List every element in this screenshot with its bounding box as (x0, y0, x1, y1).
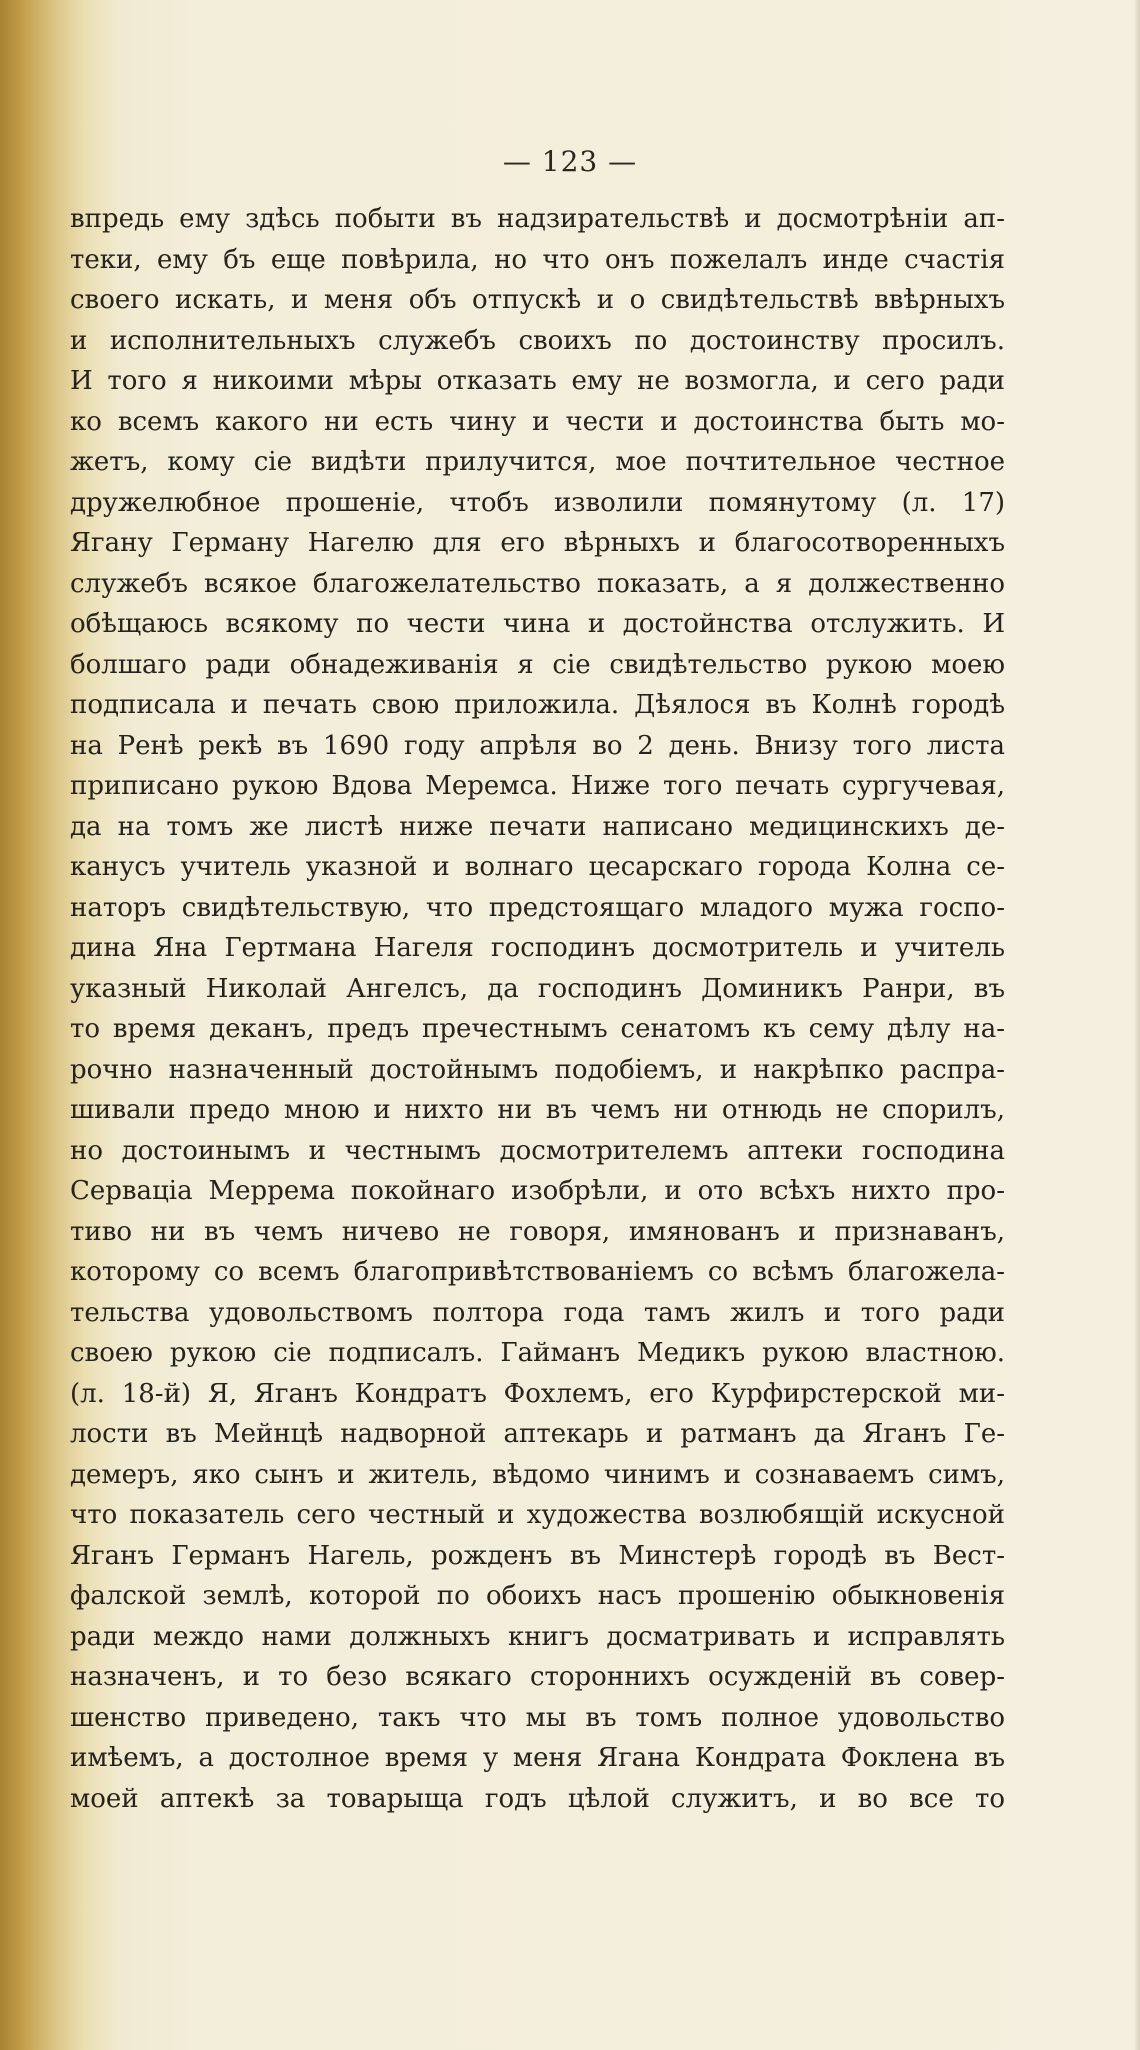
text-line: шенство приведено, такъ что мы въ томъ полное удовольство (70, 1702, 1005, 1733)
text-line: своею рукою сіе подписалъ. Гайманъ Медикъ рукою властною. (70, 1338, 1005, 1368)
text-line: что показатель сего честный и художества возлюбящій искусной (70, 1500, 1005, 1530)
text-line: демеръ, яко сынъ и житель, вѣдомо чинимъ и сознаваемъ симъ, (70, 1459, 1005, 1490)
text-line: своего искать, и меня объ отпускѣ и о свидѣтельствѣ ввѣрныхъ (70, 285, 1005, 315)
text-line: дружелюбное прошеніе, чтобъ изволили помянутому (л. 17) (70, 487, 1005, 518)
text-line: теки, ему бъ еще повѣрила, но что онъ пожелалъ инде счастія (70, 244, 1005, 275)
text-line: указный Николай Ангелсъ, да господинъ Доминикъ Ранри, въ (70, 973, 1005, 1004)
text-line: приписано рукою Вдова Меремса. Ниже того печать сургучевая, (70, 771, 1005, 801)
text-line: имѣемъ, а достолное время у меня Ягана Кондрата Фоклена въ (70, 1743, 1005, 1773)
text-line: лости въ Мейнцѣ надворной аптекарь и ратманъ да Яганъ Ге- (70, 1419, 1005, 1449)
text-line: дина Яна Гертмана Нагеля господинъ досмотритель и учитель (70, 933, 1005, 963)
text-line: да на томъ же листѣ ниже печати написано медицинскихъ де- (70, 811, 1005, 842)
text-line: но достоинымъ и честнымъ досмотрителемъ аптеки господина (70, 1135, 1005, 1166)
text-line: то время деканъ, предъ пречестнымъ сенатомъ къ сему дѣлу на- (70, 1014, 1005, 1044)
text-line: наторъ свидѣтельствую, что предстоящаго младого мужа госпо- (70, 892, 1005, 923)
text-line: которому со всемъ благопривѣтствованіемъ со всѣмъ благожела- (70, 1257, 1005, 1287)
text-line: рочно назначенный достойнымъ подобіемъ, и накрѣпко распра- (70, 1054, 1005, 1085)
body-text (70, 199, 1005, 1819)
text-line: (л. 18-й) Я, Яганъ Кондратъ Фохлемъ, его Курфирстерской ми- (70, 1378, 1005, 1409)
text-line: назначенъ, и то безо всякаго стороннихъ осужденій въ совер- (70, 1662, 1005, 1692)
text-line: болшаго ради обнадеживанія я сіе свидѣтельство рукою моею (70, 649, 1005, 680)
text-line: Яганъ Германъ Нагель, рожденъ въ Минстерѣ городѣ въ Вест- (70, 1540, 1005, 1571)
text-line: впредь ему здѣсь побыти въ надзирательствѣ и досмотрѣніи ап- (70, 204, 1005, 234)
text-line: тиво ни въ чемъ ничево не говоря, имянованъ и признаванъ, (70, 1216, 1005, 1247)
text-line: И того я никоими мѣры отказать ему не возмогла, и сего ради (70, 366, 1005, 396)
text-line: ради междо нами должныхъ книгъ досматривать и исправлять (70, 1621, 1005, 1652)
text-line: жетъ, кому сіе видѣти прилучится, мое почтительное честное (70, 447, 1005, 477)
text-line: Серваціа Меррема покойнаго изобрѣли, и ото всѣхъ нихто про- (70, 1176, 1005, 1206)
text-line: шивали предо мною и нихто ни въ чемъ ни отнюдь не спорилъ, (70, 1095, 1005, 1125)
text-line: служебъ всякое благожелательство показать, а я должественно (70, 568, 1005, 599)
text-line: и исполнительныхъ служебъ своихъ по достоинству просилъ. (70, 325, 1005, 356)
text-line: обѣщаюсь всякому по чести чина и достойнства отслужить. И (70, 609, 1005, 639)
text-line: ко всемъ какого ни есть чину и чести и достоинства быть мо- (70, 406, 1005, 437)
text-line: канусъ учитель указной и волнаго цесарскаго города Колна се- (70, 852, 1005, 882)
text-line: Ягану Герману Нагелю для его вѣрныхъ и благосотворенныхъ (70, 528, 1005, 558)
text-line: на Ренѣ рекѣ въ 1690 году апрѣля во 2 день. Внизу того листа (70, 730, 1005, 761)
page-number: — 123 — (502, 145, 638, 178)
text-line: моей аптекѣ за товарыща годъ цѣлой служитъ, и во все то (70, 1783, 1005, 1814)
text-line: фалской землѣ, которой по обоихъ насъ прошенію обыкновенія (70, 1581, 1005, 1611)
text-line: тельства удовольствомъ полтора года тамъ жилъ и того ради (70, 1297, 1005, 1328)
text-line: подписала и печать свою приложила. Дѣялося въ Колнѣ городѣ (70, 690, 1005, 720)
